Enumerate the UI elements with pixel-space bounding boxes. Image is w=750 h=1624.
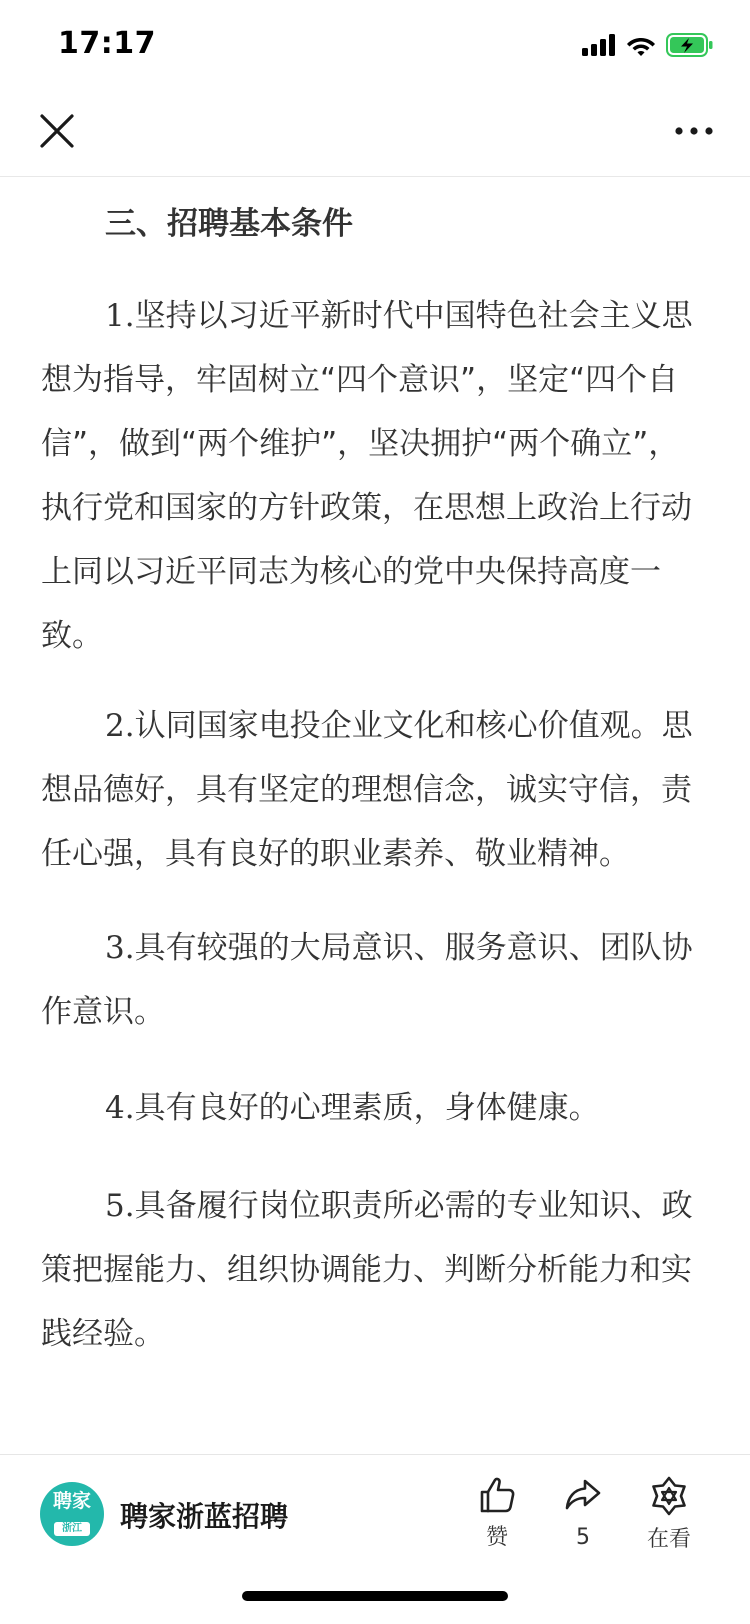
share-button[interactable] [548,1475,618,1559]
paragraph-5-text: 具备履行岗位职责所必需的专业知识、政策把握能力、组织协调能力、判断分析能力和实践经验。 [41,1188,693,1352]
paragraph-3-text: 具有较强的大局意识、服务意识、团队协作意识。 [41,930,693,1030]
nav-bar [0,90,750,177]
paragraph-4-number: 4. [105,1090,135,1126]
section-heading: 三、招聘基本条件 [105,206,353,242]
wow-button[interactable] [634,1475,704,1559]
paragraph-2-text: 认同国家电投企业文化和核心价值观。思想品德好，具有坚定的理想信念，诚实守信，责任心强，具有良好的职业素养、敬业精神。 [41,708,693,872]
paragraph-1-text: 坚持以习近平新时代中国特色社会主义思想为指导，牢固树立“四个意识”，坚定“四个自信”，做到“两个维护”，坚决拥护“两个确立”，执行党和国家的方针政策，在思想上政治上行动上同以习近平同志为核心的党中央保持高度一致。 [41,298,693,654]
status-bar [0,0,750,90]
paragraph-3 [41,916,709,1044]
close-icon[interactable] [38,112,78,152]
paragraph-1 [41,284,709,668]
share-count: 5 [576,1525,590,1550]
share-arrow-icon [563,1475,603,1515]
more-icon[interactable] [674,116,714,146]
wow-label: 在看 [646,1527,691,1552]
wifi-icon [626,34,656,56]
avatar-bottom-text: 浙江 [54,1522,90,1536]
paragraph-5 [41,1174,709,1366]
article-body [0,176,750,1454]
account-avatar[interactable] [40,1482,104,1546]
paragraph-3-number: 3. [105,930,135,966]
paragraph-2-number: 2. [105,708,135,744]
battery-charging-icon [666,33,714,57]
signal-icon [582,34,616,56]
bottom-bar [0,1454,750,1575]
paragraph-4 [41,1076,709,1140]
status-time: 17:17 [58,26,156,61]
account-name[interactable]: 聘家浙蓝招聘 [120,1500,289,1533]
paragraph-2 [41,694,709,886]
status-icons [582,32,714,58]
paragraph-5-number: 5. [105,1188,135,1224]
wow-star-icon [648,1475,690,1517]
home-indicator [242,1591,508,1601]
paragraph-4-text: 具有良好的心理素质，身体健康。 [134,1090,600,1126]
paragraph-1-number: 1. [105,298,135,334]
avatar-top-text: 聘家 [52,1490,91,1512]
like-button[interactable] [462,1475,532,1559]
like-label: 赞 [485,1525,508,1550]
thumbs-up-icon [477,1475,517,1515]
